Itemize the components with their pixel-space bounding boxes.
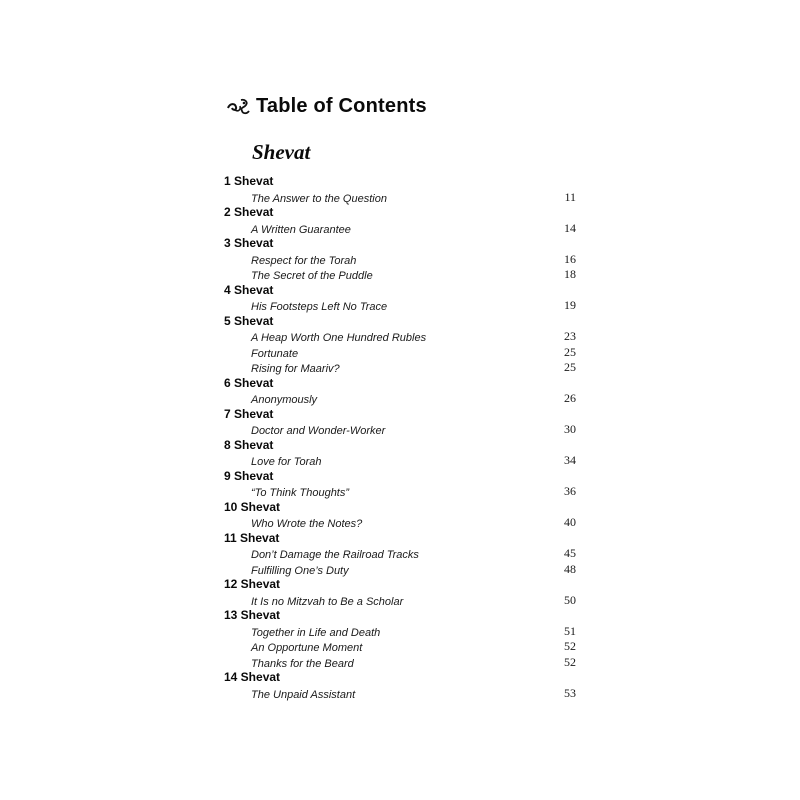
entry-page-number: 34 — [564, 453, 576, 467]
entry-title: Doctor and Wonder-Worker — [251, 425, 386, 437]
day-heading: 2 Shevat — [224, 205, 274, 219]
toc-entry[interactable] — [224, 298, 584, 314]
toc-entry[interactable] — [224, 593, 584, 609]
toc-entry[interactable] — [224, 360, 584, 376]
toc-entry[interactable] — [224, 562, 584, 578]
entry-page-number: 14 — [564, 220, 576, 235]
day-heading: 8 Shevat — [224, 437, 274, 452]
entry-page-number: 18 — [564, 267, 576, 281]
entry-title: The Secret of the Puddle — [251, 270, 373, 282]
toc-entry[interactable] — [224, 252, 584, 268]
entry-title: “To Think Thoughts” — [251, 487, 350, 499]
entry-page-number: 30 — [564, 422, 576, 436]
entry-title: The Unpaid Assistant — [251, 688, 356, 701]
day-heading: 13 Shevat — [224, 608, 281, 622]
toc-list — [224, 174, 584, 701]
entry-title: Anonymously — [251, 394, 318, 406]
day-heading: 11 Shevat — [224, 530, 280, 545]
toc-entry[interactable] — [224, 391, 584, 407]
entry-page-number: 11 — [564, 189, 576, 204]
toc-entry[interactable] — [224, 515, 584, 531]
day-heading: 14 Shevat — [224, 670, 281, 684]
entry-title: A Heap Worth One Hundred Rubles — [251, 332, 427, 344]
toc-entry[interactable] — [224, 422, 584, 438]
entry-page-number: 40 — [564, 515, 576, 529]
entry-page-number: 52 — [564, 639, 576, 653]
entry-page-number: 36 — [564, 484, 576, 498]
toc-entry[interactable] — [224, 546, 584, 562]
toc-entry[interactable] — [224, 639, 584, 655]
day-heading: 4 Shevat — [224, 282, 274, 297]
entry-page-number: 48 — [564, 561, 576, 576]
entry-title: It Is no Mitzvah to Be a Scholar — [251, 595, 404, 608]
entry-page-number: 51 — [564, 623, 576, 638]
entry-page-number: 50 — [564, 592, 576, 607]
entry-title: Thanks for the Beard — [251, 657, 354, 670]
toc-entry[interactable] — [224, 329, 584, 345]
entry-title: Fortunate — [251, 347, 299, 360]
day-heading: 1 Shevat — [224, 174, 274, 188]
entry-page-number: 19 — [564, 298, 576, 312]
page-title: Table of Contents — [256, 94, 427, 117]
entry-title: Respect for the Torah — [251, 254, 357, 267]
entry-title: An Opportune Moment — [251, 642, 363, 654]
entry-page-number: 53 — [564, 685, 576, 700]
entry-title: A Written Guarantee — [251, 223, 351, 236]
entry-title: The Answer to the Question — [251, 192, 387, 205]
toc-entry[interactable] — [224, 655, 584, 671]
entry-page-number: 45 — [564, 546, 576, 560]
day-heading: 9 Shevat — [224, 468, 274, 483]
toc-entry[interactable] — [224, 453, 584, 469]
day-heading: 5 Shevat — [224, 313, 274, 328]
day-heading: 7 Shevat — [224, 406, 274, 421]
entry-page-number: 25 — [564, 344, 576, 359]
entry-title: Rising for Maariv? — [251, 363, 340, 375]
ornament-icon — [226, 96, 252, 116]
toc-entry[interactable] — [224, 484, 584, 500]
entry-title: Who Wrote the Notes? — [251, 518, 363, 530]
entry-title: Together in Life and Death — [251, 626, 381, 639]
entry-page-number: 23 — [564, 329, 576, 343]
entry-title: Don’t Damage the Railroad Tracks — [251, 549, 419, 561]
entry-page-number: 16 — [564, 251, 576, 266]
entry-title: Love for Torah — [251, 456, 322, 468]
toc-heading — [226, 90, 427, 122]
entry-page-number: 25 — [564, 360, 576, 374]
entry-page-number: 26 — [564, 391, 576, 405]
entry-page-number: 52 — [564, 654, 576, 669]
day-heading: 6 Shevat — [224, 375, 274, 390]
day-heading: 3 Shevat — [224, 236, 274, 250]
toc-entry[interactable] — [224, 267, 584, 283]
toc-entry[interactable] — [224, 345, 584, 361]
toc-entry[interactable] — [224, 686, 584, 702]
day-heading: 10 Shevat — [224, 499, 281, 514]
toc-entry[interactable] — [224, 221, 584, 237]
toc-entry[interactable] — [224, 624, 584, 640]
day-heading: 12 Shevat — [224, 577, 281, 591]
section-title: Shevat — [252, 140, 311, 164]
entry-title: His Footsteps Left No Trace — [251, 301, 388, 313]
toc-entry[interactable] — [224, 190, 584, 206]
entry-title: Fulfilling One’s Duty — [251, 564, 349, 577]
